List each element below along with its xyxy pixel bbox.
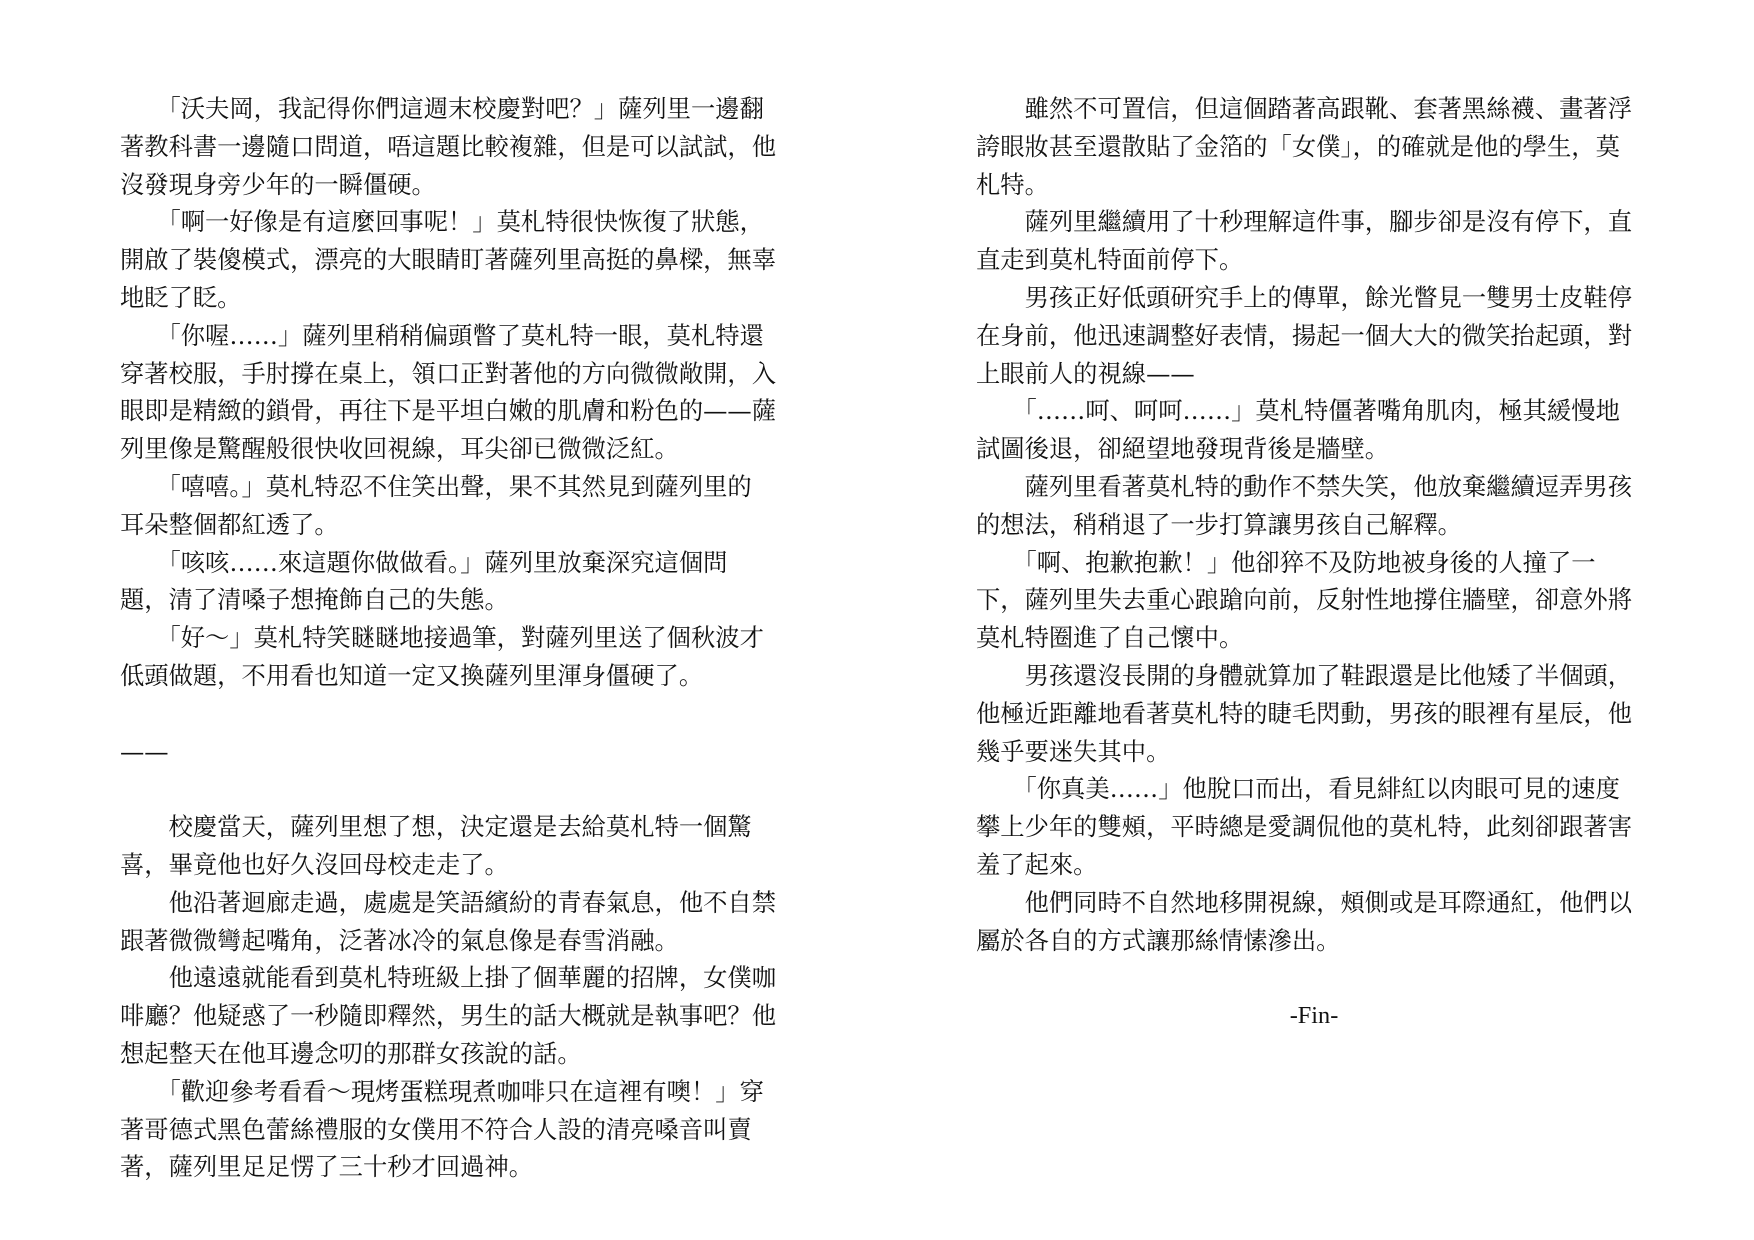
paragraph: 雖然不可置信，但這個踏著高跟靴、套著黑絲襪、畫著浮 誇眼妝甚至還散貼了金箔的「女僕」，的確就是他的學生，莫 札特。 xyxy=(976,94,1633,199)
blank-line xyxy=(120,770,800,808)
paragraph: 「嘻嘻。」莫札特忍不住笑出聲，果不其然見到薩列里的 耳朵整個都紅透了。 xyxy=(120,471,752,539)
right-page xyxy=(877,0,1754,1240)
right-text-column xyxy=(976,90,1656,1035)
paragraph: 「咳咳……來這題你做做看。」薩列里放棄深究這個問 題，清了清嗓子想掩飾自己的失態。 xyxy=(120,547,728,615)
paragraph: 「……呵、呵呵……」莫札特僵著嘴角肌肉，極其緩慢地 試圖後退，卻絕望地發現背後是牆壁。 xyxy=(976,396,1620,464)
paragraph: 「啊、抱歉抱歉！」他卻猝不及防地被身後的人撞了一 下，薩列里失去重心踉蹌向前，反射性地撐住牆壁，卻意外將 莫札特圈進了自己懷中。 xyxy=(976,547,1633,653)
paragraph: 「沃夫岡，我記得你們這週末校慶對吧？」薩列里一邊翻 著教科書一邊隨口問道，唔這題比較複雜，但是可以試試，他 沒發現身旁少年的一瞬僵硬。 xyxy=(120,94,777,199)
paragraph: 薩列里繼續用了十秒理解這件事，腳步卻是沒有停下，直 直走到莫札特面前停下。 xyxy=(976,207,1633,275)
blank-line xyxy=(976,959,1656,997)
paragraph: 他沿著迴廊走過，處處是笑語繽紛的青春氣息，他不自禁 跟著微微彎起嘴角，泛著冰冷的氣息像是春雪消融。 xyxy=(120,887,777,955)
paragraph: 「啊一好像是有這麼回事呢！」莫札特很快恢復了狀態， 開啟了裝傻模式，漂亮的大眼睛盯著薩列里高挺的鼻樑，無辜 地眨了眨。 xyxy=(120,207,777,312)
paragraph: 男孩正好低頭研究手上的傳單，餘光瞥見一雙男士皮鞋停 在身前，他迅速調整好表情，揚起一個大大的微笑抬起頭，對 上眼前人的視線—— xyxy=(976,282,1633,388)
paragraph: 「歡迎參考看看～現烤蛋糕現煮咖啡只在這裡有噢！」穿 著哥德式黑色蕾絲禮服的女僕用不符合人設的清亮嗓音叫賣 著，薩列里足足愣了三十秒才回過神。 xyxy=(120,1076,764,1182)
paragraph: 「你喔……」薩列里稍稍偏頭瞥了莫札特一眼，莫札特還 穿著校服，手肘撐在桌上，領口正對著他的方向微微敞開，入 眼即是精緻的鎖骨，再往下是平坦白嫩的肌膚和粉色的——薩 列里像是驚醒般很快收回視線，耳尖卻已微微泛紅。 xyxy=(120,320,777,464)
section-divider: —— xyxy=(120,736,169,766)
paragraph: 「好～」莫札特笑瞇瞇地接過筆，對薩列里送了個秋波才 低頭做題，不用看也知道一定又換薩列里渾身僵硬了。 xyxy=(120,623,764,690)
paragraph: 「你真美……」他脫口而出，看見緋紅以肉眼可見的速度 攀上少年的雙頰，平時總是愛調侃他的莫札特，此刻卻跟著害 羞了起來。 xyxy=(976,774,1633,879)
left-text-column xyxy=(120,90,800,1186)
blank-line xyxy=(120,695,800,733)
paragraph: 薩列里看著莫札特的動作不禁失笑，他放棄繼續逗弄男孩 的想法，稍稍退了一步打算讓男孩自己解釋。 xyxy=(976,471,1633,539)
paragraph: 他們同時不自然地移開視線，頰側或是耳際通紅，他們以 屬於各自的方式讓那絲情愫滲出。 xyxy=(976,887,1633,955)
paragraph: 他遠遠就能看到莫札特班級上掛了個華麗的招牌，女僕咖 啡廳？他疑惑了一秒隨即釋然，男生的話大概就是執事吧？他 想起整天在他耳邊念叨的那群女孩說的話。 xyxy=(120,963,777,1068)
fin-marker: -Fin- xyxy=(1289,1002,1339,1030)
paragraph: 校慶當天，薩列里想了想，決定還是去給莫札特一個驚 喜，畢竟他也好久沒回母校走走了。 xyxy=(120,812,752,879)
paragraph: 男孩還沒長開的身體就算加了鞋跟還是比他矮了半個頭， 他極近距離地看著莫札特的睫毛閃動，男孩的眼裡有星辰，他 幾乎要迷失其中。 xyxy=(976,660,1633,766)
